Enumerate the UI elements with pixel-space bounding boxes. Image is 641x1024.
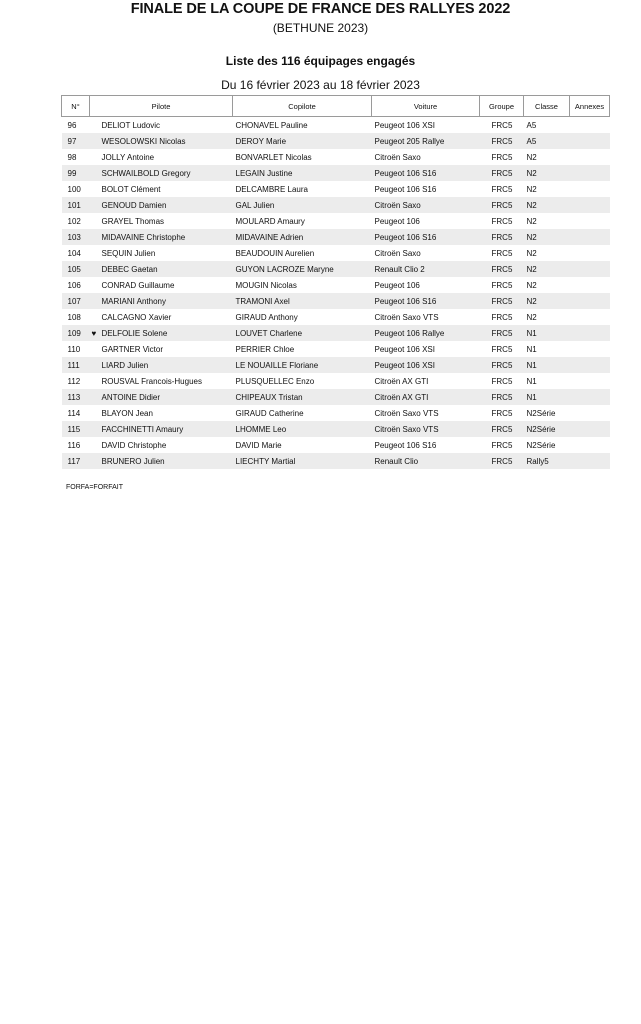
pilote-name: BRUNERO Julien	[101, 456, 165, 466]
cell-classe: N2Série	[524, 405, 570, 421]
cell-copilote: DEROY Marie	[233, 133, 372, 149]
cell-groupe: FRC5	[480, 197, 524, 213]
cell-num: 99	[62, 165, 90, 181]
cell-num: 106	[62, 277, 90, 293]
cell-copilote: DELCAMBRE Laura	[233, 181, 372, 197]
cell-groupe: FRC5	[480, 165, 524, 181]
cell-copilote: GIRAUD Anthony	[233, 309, 372, 325]
cell-copilote: LHOMME Leo	[233, 421, 372, 437]
table-row	[62, 421, 610, 437]
pilote-name: GENOUD Damien	[101, 200, 167, 210]
pilote-name: DAVID Christophe	[101, 440, 167, 450]
cell-pilote	[90, 341, 233, 357]
cell-classe: N2	[524, 293, 570, 309]
cell-pilote	[90, 133, 233, 149]
table-row	[62, 213, 610, 229]
table-row	[62, 117, 610, 134]
cell-pilote	[90, 325, 233, 341]
cell-copilote: GAL Julien	[233, 197, 372, 213]
cell-copilote: LOUVET Charlene	[233, 325, 372, 341]
date-range: Du 16 février 2023 au 18 février 2023	[221, 78, 420, 92]
cell-classe: N2	[524, 197, 570, 213]
cell-pilote	[90, 117, 233, 134]
cell-num: 112	[62, 373, 90, 389]
cell-voiture: Citroën Saxo	[372, 149, 480, 165]
cell-num: 101	[62, 197, 90, 213]
cell-num: 97	[62, 133, 90, 149]
cell-annexes	[570, 197, 610, 213]
table-row	[62, 165, 610, 181]
cell-classe: N2	[524, 277, 570, 293]
table-row	[62, 325, 610, 341]
list-heading: Liste des 116 équipages engagés	[225, 54, 416, 68]
cell-groupe: FRC5	[480, 437, 524, 453]
cell-voiture: Peugeot 106 S16	[372, 293, 480, 309]
table-row	[62, 405, 610, 421]
cell-num: 105	[62, 261, 90, 277]
cell-groupe: FRC5	[480, 389, 524, 405]
cell-classe: N1	[524, 341, 570, 357]
document-subtitle: (BETHUNE 2023)	[272, 21, 369, 35]
cell-copilote: GUYON LACROZE Maryne	[233, 261, 372, 277]
cell-voiture: Peugeot 106	[372, 213, 480, 229]
cell-num: 111	[62, 357, 90, 373]
cell-classe: N2	[524, 245, 570, 261]
cell-groupe: FRC5	[480, 149, 524, 165]
cell-num: 114	[62, 405, 90, 421]
pilote-name: JOLLY Antoine	[101, 152, 155, 162]
cell-pilote	[90, 453, 233, 469]
cell-num: 115	[62, 421, 90, 437]
cell-voiture: Citroën AX GTI	[372, 373, 480, 389]
cell-voiture: Peugeot 106 S16	[372, 229, 480, 245]
cell-copilote: MOULARD Amaury	[233, 213, 372, 229]
cell-copilote: PLUSQUELLEC Enzo	[233, 373, 372, 389]
cell-groupe: FRC5	[480, 357, 524, 373]
column-header-groupe: Groupe	[480, 96, 524, 117]
cell-classe: Rally5	[524, 453, 570, 469]
cell-classe: A5	[524, 117, 570, 134]
cell-pilote	[90, 405, 233, 421]
column-header-voiture: Voiture	[372, 96, 480, 117]
cell-pilote	[90, 357, 233, 373]
cell-num: 102	[62, 213, 90, 229]
cell-copilote: GIRAUD Catherine	[233, 405, 372, 421]
cell-groupe: FRC5	[480, 341, 524, 357]
table-header	[62, 96, 610, 117]
cell-voiture: Peugeot 106 Rallye	[372, 325, 480, 341]
column-header-pilote: Pilote	[90, 96, 233, 117]
cell-classe: N1	[524, 325, 570, 341]
pilote-name: CALCAGNO Xavier	[101, 312, 172, 322]
cell-annexes	[570, 405, 610, 421]
cell-voiture: Peugeot 106 XSI	[372, 341, 480, 357]
cell-pilote	[90, 165, 233, 181]
pilote-name: ROUSVAL Francois-Hugues	[101, 376, 202, 386]
cell-groupe: FRC5	[480, 453, 524, 469]
pilote-name: LIARD Julien	[101, 360, 149, 370]
document-title: FINALE DE LA COUPE DE FRANCE DES RALLYES 2022	[130, 1, 511, 17]
cell-groupe: FRC5	[480, 293, 524, 309]
cell-classe: N1	[524, 373, 570, 389]
footnote: FORFA=FORFAIT	[66, 484, 123, 491]
cell-classe: N1	[524, 389, 570, 405]
pilote-name: MIDAVAINE Christophe	[101, 232, 186, 242]
cell-num: 117	[62, 453, 90, 469]
cell-copilote: TRAMONI Axel	[233, 293, 372, 309]
cell-annexes	[570, 165, 610, 181]
pilote-name: BOLOT Clément	[101, 184, 161, 194]
cell-voiture: Citroën Saxo	[372, 245, 480, 261]
cell-classe: N2	[524, 213, 570, 229]
cell-copilote: LE NOUAILLE Floriane	[233, 357, 372, 373]
pilote-name: DELIOT Ludovic	[101, 120, 161, 130]
cell-pilote	[90, 373, 233, 389]
cell-classe: N2Série	[524, 421, 570, 437]
cell-groupe: FRC5	[480, 325, 524, 341]
cell-classe: A5	[524, 133, 570, 149]
pilote-name: BLAYON Jean	[101, 408, 153, 418]
pilote-name: DELFOLIE Solene	[101, 328, 168, 338]
cell-classe: N2	[524, 229, 570, 245]
table-row	[62, 149, 610, 165]
table-row	[62, 261, 610, 277]
cell-annexes	[570, 213, 610, 229]
table-row	[62, 133, 610, 149]
cell-classe: N2	[524, 149, 570, 165]
cell-copilote: DAVID Marie	[233, 437, 372, 453]
cell-groupe: FRC5	[480, 373, 524, 389]
column-header-classe: Classe	[524, 96, 570, 117]
cell-voiture: Peugeot 106 S16	[372, 437, 480, 453]
table-row	[62, 373, 610, 389]
cell-annexes	[570, 133, 610, 149]
pilote-name: WESOLOWSKI Nicolas	[101, 136, 186, 146]
cell-copilote: PERRIER Chloe	[233, 341, 372, 357]
cell-num: 107	[62, 293, 90, 309]
cell-classe: N2Série	[524, 437, 570, 453]
cell-annexes	[570, 309, 610, 325]
cell-num: 110	[62, 341, 90, 357]
cell-groupe: FRC5	[480, 229, 524, 245]
pilote-name: CONRAD Guillaume	[101, 280, 175, 290]
cell-copilote: CHONAVEL Pauline	[233, 117, 372, 134]
pilote-name: DEBEC Gaetan	[101, 264, 158, 274]
column-header-annexes: Annexes	[570, 96, 610, 117]
cell-copilote: BEAUDOUIN Aurelien	[233, 245, 372, 261]
cell-copilote: LEGAIN Justine	[233, 165, 372, 181]
cell-num: 103	[62, 229, 90, 245]
cell-groupe: FRC5	[480, 277, 524, 293]
cell-pilote	[90, 293, 233, 309]
cell-num: 98	[62, 149, 90, 165]
cell-annexes	[570, 421, 610, 437]
cell-pilote	[90, 149, 233, 165]
cell-annexes	[570, 261, 610, 277]
cell-voiture: Citroën AX GTI	[372, 389, 480, 405]
cell-groupe: FRC5	[480, 133, 524, 149]
cell-annexes	[570, 357, 610, 373]
cell-classe: N2	[524, 309, 570, 325]
cell-groupe: FRC5	[480, 245, 524, 261]
cell-num: 100	[62, 181, 90, 197]
cell-voiture: Peugeot 106 S16	[372, 165, 480, 181]
cell-groupe: FRC5	[480, 213, 524, 229]
cell-pilote	[90, 277, 233, 293]
cell-annexes	[570, 325, 610, 341]
cell-voiture: Citroën Saxo VTS	[372, 421, 480, 437]
table-row	[62, 197, 610, 213]
table-row	[62, 309, 610, 325]
table-row	[62, 389, 610, 405]
cell-num: 109	[62, 325, 90, 341]
table-row	[62, 437, 610, 453]
cell-pilote	[90, 261, 233, 277]
cell-annexes	[570, 293, 610, 309]
cell-annexes	[570, 437, 610, 453]
cell-voiture: Citroën Saxo VTS	[372, 405, 480, 421]
table-row	[62, 453, 610, 469]
table-row	[62, 277, 610, 293]
column-header-copilote: Copilote	[233, 96, 372, 117]
pilote-name: SCHWAILBOLD Gregory	[101, 168, 191, 178]
cell-voiture: Renault Clio 2	[372, 261, 480, 277]
cell-copilote: LIECHTY Martial	[233, 453, 372, 469]
pilote-name: ANTOINE Didier	[101, 392, 161, 402]
cell-classe: N2	[524, 181, 570, 197]
cell-num: 108	[62, 309, 90, 325]
cell-annexes	[570, 277, 610, 293]
heart-icon: ♥	[91, 328, 97, 338]
cell-classe: N2	[524, 261, 570, 277]
cell-pilote	[90, 437, 233, 453]
entries-table	[61, 95, 610, 469]
cell-copilote: CHIPEAUX Tristan	[233, 389, 372, 405]
table-body	[62, 117, 610, 470]
cell-copilote: MOUGIN Nicolas	[233, 277, 372, 293]
table-row	[62, 341, 610, 357]
cell-pilote	[90, 309, 233, 325]
cell-annexes	[570, 229, 610, 245]
cell-groupe: FRC5	[480, 181, 524, 197]
pilote-name: GRAYEL Thomas	[101, 216, 165, 226]
table-row	[62, 181, 610, 197]
cell-annexes	[570, 373, 610, 389]
cell-num: 113	[62, 389, 90, 405]
column-header-num: N°	[62, 96, 90, 117]
cell-voiture: Peugeot 106 XSI	[372, 117, 480, 134]
cell-num: 96	[62, 117, 90, 134]
pilote-name: SEQUIN Julien	[101, 248, 156, 258]
cell-pilote	[90, 421, 233, 437]
cell-annexes	[570, 181, 610, 197]
cell-groupe: FRC5	[480, 261, 524, 277]
cell-voiture: Peugeot 205 Rallye	[372, 133, 480, 149]
cell-pilote	[90, 213, 233, 229]
cell-voiture: Renault Clio	[372, 453, 480, 469]
cell-classe: N1	[524, 357, 570, 373]
cell-pilote	[90, 229, 233, 245]
cell-pilote	[90, 389, 233, 405]
cell-voiture: Peugeot 106	[372, 277, 480, 293]
cell-pilote	[90, 245, 233, 261]
cell-voiture: Citroën Saxo VTS	[372, 309, 480, 325]
cell-groupe: FRC5	[480, 117, 524, 134]
cell-annexes	[570, 389, 610, 405]
pilote-name: GARTNER Victor	[101, 344, 163, 354]
cell-voiture: Peugeot 106 S16	[372, 181, 480, 197]
cell-groupe: FRC5	[480, 309, 524, 325]
pilote-name: FACCHINETTI Amaury	[101, 424, 184, 434]
cell-num: 104	[62, 245, 90, 261]
cell-classe: N2	[524, 165, 570, 181]
table-row	[62, 293, 610, 309]
cell-voiture: Citroën Saxo	[372, 197, 480, 213]
cell-groupe: FRC5	[480, 405, 524, 421]
cell-pilote	[90, 197, 233, 213]
table-row	[62, 357, 610, 373]
cell-annexes	[570, 453, 610, 469]
cell-groupe: FRC5	[480, 421, 524, 437]
table-row	[62, 229, 610, 245]
pilote-name: MARIANI Anthony	[101, 296, 166, 306]
cell-voiture: Peugeot 106 XSI	[372, 357, 480, 373]
cell-copilote: BONVARLET Nicolas	[233, 149, 372, 165]
cell-annexes	[570, 149, 610, 165]
cell-annexes	[570, 341, 610, 357]
cell-copilote: MIDAVAINE Adrien	[233, 229, 372, 245]
cell-annexes	[570, 245, 610, 261]
cell-num: 116	[62, 437, 90, 453]
cell-annexes	[570, 117, 610, 134]
cell-pilote	[90, 181, 233, 197]
table-row	[62, 245, 610, 261]
